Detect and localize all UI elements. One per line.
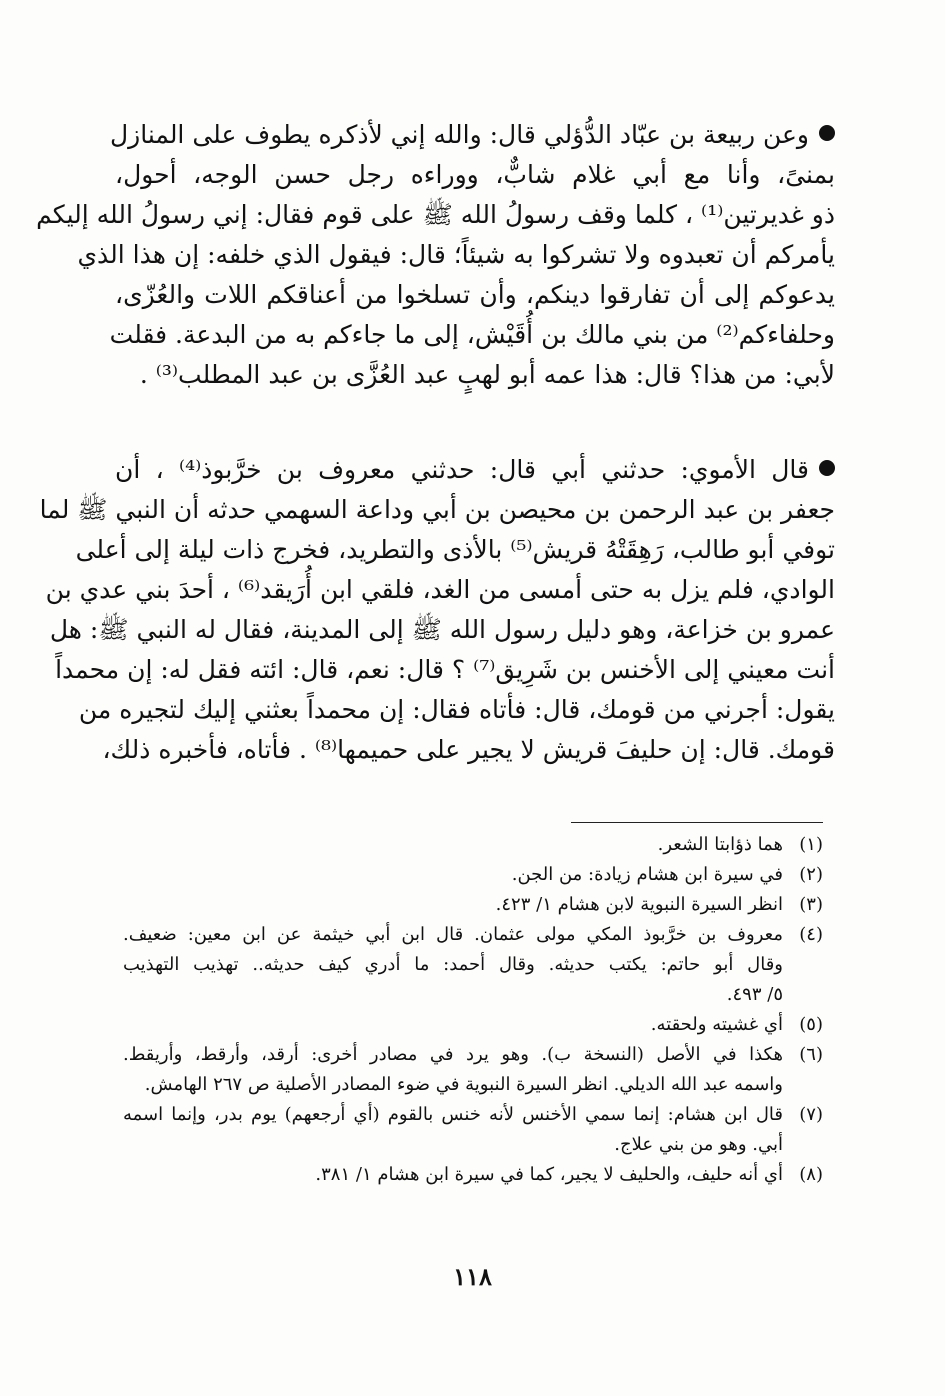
text-line: لأبي: من هذا؟ قال: هذا عمه أبو لهبٍ عبد العُزَّى بن عبد المطلب⁽³⁾ . [139, 360, 835, 389]
footnote-text: وقال أبو حاتم: يكتب حديثه. وقال أحمد: ما أدري كيف حديثه.. تهذيب التهذيب [123, 954, 783, 975]
footnote-6 [123, 1040, 823, 1100]
text-line: عمرو بن خزاعة، وهو دليل رسول الله ﷺ إلى المدينة، فقال له النبي ﷺ: هل [49, 615, 835, 644]
bullet-icon [819, 125, 835, 141]
footnote-number: (١) [799, 834, 823, 855]
footnote-number: (٦) [799, 1044, 823, 1065]
text-line: ذو غديرتين⁽¹⁾ ، كلما وقف رسولُ الله ﷺ على قوم فقال: إني رسولُ الله إليكم [36, 200, 835, 229]
footnote-text: أي أنه حليف، والحليف لا يجير، كما في سيرة ابن هشام ١/ ٣٨١. [315, 1164, 783, 1185]
footnote-number: (٧) [799, 1104, 823, 1125]
text-line: بمنىً، وأنا مع أبي غلام شابٌّ، ووراءه رجل حسن الوجه، أحول، [115, 160, 835, 189]
footnote-1 [123, 830, 823, 860]
footnote-number: (٨) [799, 1164, 823, 1185]
text-line: جعفر بن عبد الرحمن بن محيصن بن أبي وداعة السهمي حدثه أن النبي ﷺ لما [39, 495, 835, 524]
paragraph-umawi [39, 450, 835, 770]
footnote-text: واسمه عبد الله الديلي. انظر السيرة النبوية في ضوء المصادر الأصلية ص ٢٦٧ الهامش. [144, 1074, 783, 1095]
footnote-text: معروف بن خرَّبوذ المكي مولى عثمان. قال ابن أبي خيثمة عن ابن معين: ضعيف. [123, 924, 783, 945]
text-line: الوادي، فلم يزل به حتى أمسى من الغد، فلقي ابن أُرَيقد⁽⁶⁾ ، أحدَ بني عدي بن [45, 575, 835, 604]
footnote-5 [123, 1010, 823, 1040]
text-line: وعن ربيعة بن عبّاد الدُّؤلي قال: والله إني لأذكره يطوف على المنازل [115, 115, 835, 155]
footnote-number: (٣) [799, 894, 823, 915]
text-line: قومك. قال: إن حليفَ قريش لا يجير على حميمها⁽⁸⁾ . فأتاه، فأخبره ذلك، [102, 735, 835, 764]
footnote-2 [123, 860, 823, 890]
page-number: ١١٨ [453, 1262, 492, 1291]
bullet-icon [819, 460, 835, 476]
text-line: توفي أبو طالب، رَهِقَتْهُ قريش⁽⁵⁾ بالأذى والتطريد، فخرج ذات ليلة إلى أعلى [75, 535, 835, 564]
text-line: وحلفاءكم⁽²⁾ من بني مالك بن أُقَيْش، إلى ما جاءكم به من البدعة. فقلت [109, 320, 835, 349]
footnote-text: ٥/ ٤٩٣. [726, 984, 783, 1005]
paragraph-rabia [36, 115, 835, 395]
footnote-3 [123, 890, 823, 920]
footnote-text: أبي. وهو من بني علاج. [614, 1134, 783, 1155]
footnote-text: أي غشيته ولحقته. [650, 1014, 783, 1035]
footnote-text: في سيرة ابن هشام زيادة: من الجن. [511, 864, 783, 885]
footnote-text: انظر السيرة النبوية لابن هشام ١/ ٤٢٣. [495, 894, 783, 915]
footnote-number: (٤) [799, 924, 823, 945]
text-line: يأمركم أن تعبدوه ولا تشركوا به شيئاً؛ قال: فيقول الذي خلفه: إن هذا الذي [77, 240, 835, 269]
text-line: يدعوكم إلى أن تفارقوا دينكم، وأن تسلخوا من أعناقكم اللات والعُزّى، [115, 280, 835, 309]
footnote-4 [123, 920, 823, 1010]
text-line: قال الأموي: حدثني أبي قال: حدثني معروف بن خرَّبوذ⁽⁴⁾ ، أن [115, 450, 835, 490]
footnote-separator [571, 822, 823, 823]
footnote-text: هكذا في الأصل (النسخة ب). وهو يرد في مصادر أخرى: أرقد، وأرقط، وأريقط. [123, 1044, 783, 1065]
footnotes [123, 830, 823, 1190]
footnote-text: هما ذؤابتا الشعر. [657, 834, 783, 855]
text-line: أنت معيني إلى الأخنس بن شَرِيق⁽⁷⁾ ؟ قال: نعم، قال: ائته فقل له: إن محمداً [55, 655, 835, 684]
text-line: يقول: أجرني من قومك، قال: فأتاه فقال: إن محمداً بعثني إليك لتجيره من [78, 695, 835, 724]
footnote-text: قال ابن هشام: إنما سمي الأخنس لأنه خنس بالقوم (أي أرجعهم) يوم بدر، وإنما اسمه [123, 1104, 783, 1125]
footnote-8 [123, 1160, 823, 1190]
footnote-number: (٢) [799, 864, 823, 885]
footnote-number: (٥) [799, 1014, 823, 1035]
footnote-7 [123, 1100, 823, 1160]
